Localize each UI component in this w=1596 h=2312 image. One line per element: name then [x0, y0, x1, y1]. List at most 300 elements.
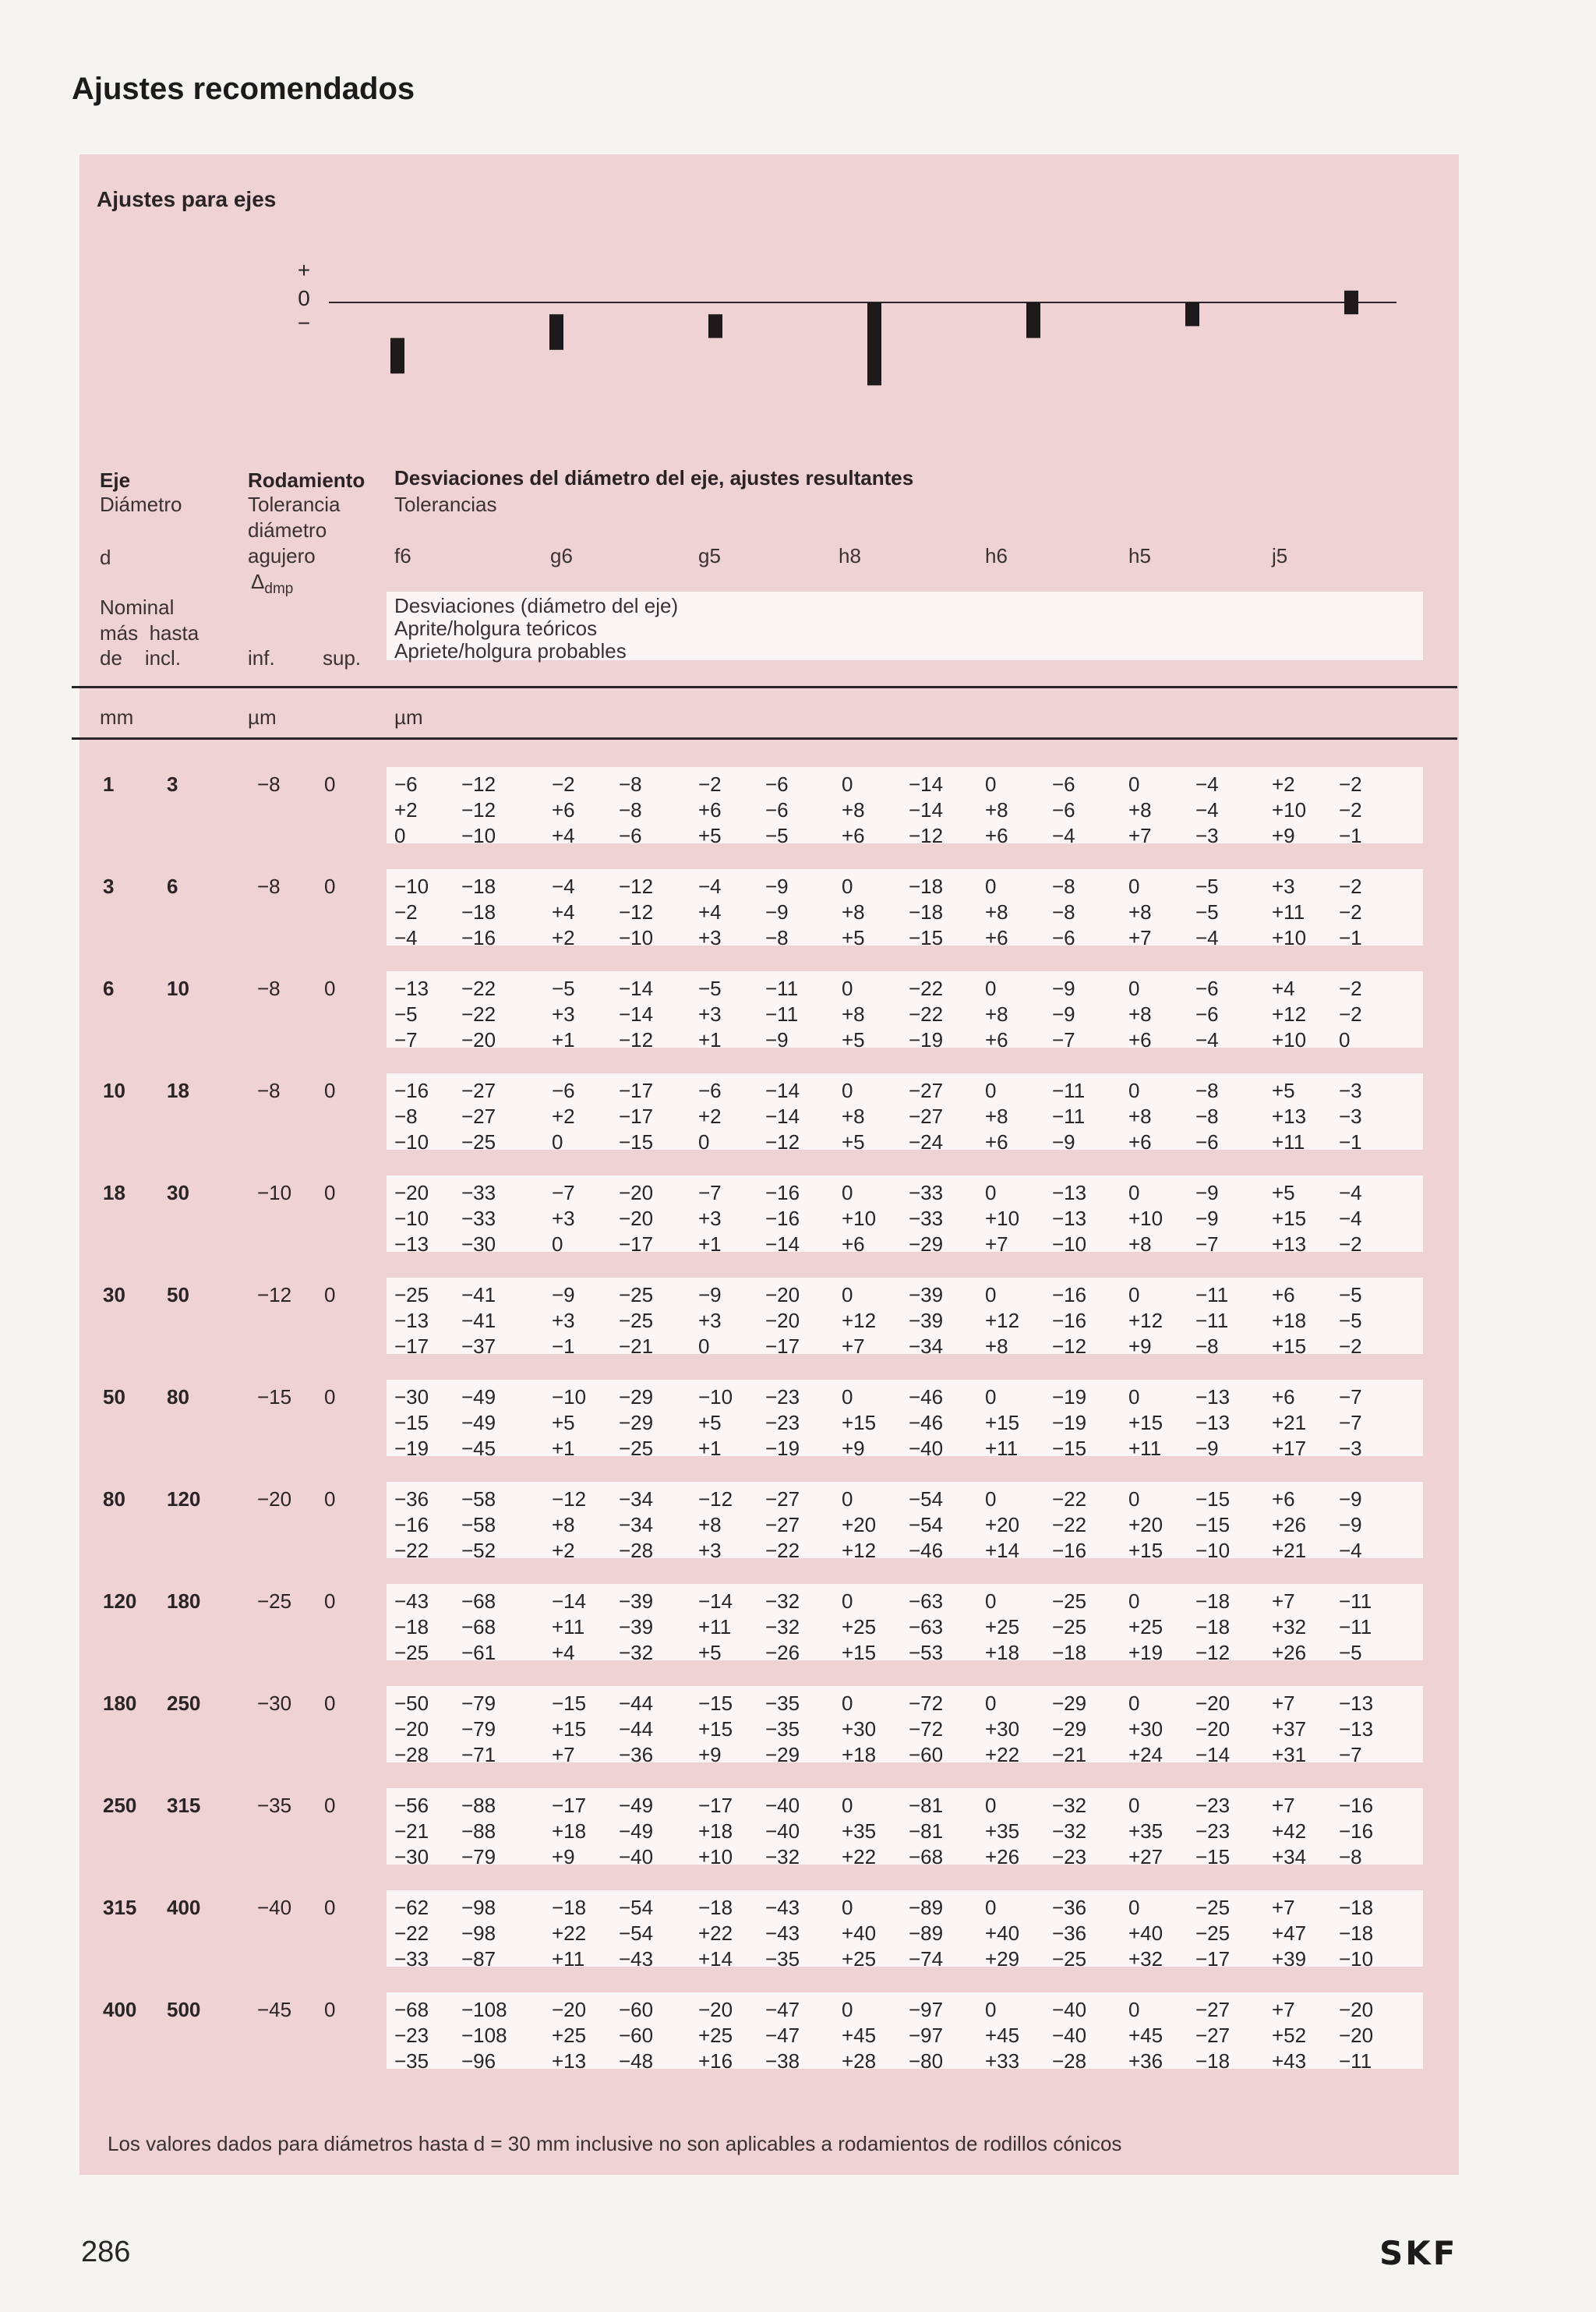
diameter-from: 50 [103, 1385, 125, 1409]
fit-value: −17 [394, 1335, 429, 1358]
fit-value: −30 [394, 1385, 429, 1409]
fit-value: −44 [619, 1717, 654, 1741]
fit-value: −10 [1339, 1947, 1374, 1971]
fit-value: −40 [909, 1437, 944, 1460]
fit-value: −54 [909, 1513, 944, 1536]
fit-value: −10 [619, 926, 654, 949]
fit-value: −13 [1195, 1385, 1231, 1409]
fit-value: −43 [765, 1896, 800, 1919]
fit-value: +4 [552, 900, 575, 924]
fit-value: +13 [1272, 1105, 1307, 1128]
fit-value: −22 [909, 1002, 944, 1026]
diameter-to: 80 [167, 1385, 189, 1409]
fit-value: −36 [1052, 1896, 1087, 1919]
fit-value: −18 [698, 1896, 733, 1919]
fit-value: −29 [619, 1411, 654, 1434]
fit-value: +6 [985, 824, 1008, 847]
fit-value: +8 [552, 1513, 575, 1536]
fit-value: −13 [1052, 1207, 1087, 1230]
fit-value: +31 [1272, 1743, 1307, 1766]
fit-value: −9 [1195, 1437, 1219, 1460]
diameter-to: 400 [167, 1896, 201, 1919]
fit-value: −41 [461, 1309, 496, 1332]
fit-value: −60 [619, 1998, 654, 2021]
fit-value: −11 [1195, 1283, 1229, 1306]
fit-value: −20 [1195, 1692, 1231, 1715]
fit-value: −41 [461, 1283, 496, 1306]
fit-value: +32 [1272, 1615, 1307, 1639]
fit-value: 0 [1128, 875, 1140, 898]
fit-value: −6 [1052, 926, 1075, 949]
fit-value: −15 [909, 926, 944, 949]
diameter-to: 120 [167, 1487, 201, 1511]
fit-value: +25 [842, 1615, 877, 1639]
fit-value: +10 [698, 1845, 733, 1868]
skf-logo: SKF [1379, 2234, 1458, 2272]
fit-value: +8 [985, 798, 1008, 822]
fit-value: 0 [552, 1232, 563, 1256]
fit-value: −29 [1052, 1692, 1087, 1715]
fit-value: +26 [1272, 1641, 1307, 1664]
diameter-from: 120 [103, 1589, 137, 1613]
fit-value: −62 [394, 1896, 429, 1919]
fit-value: +30 [842, 1717, 877, 1741]
fit-value: −9 [765, 900, 789, 924]
fit-value: +15 [985, 1411, 1020, 1434]
fit-value: 0 [842, 772, 853, 796]
fit-value: +5 [698, 1411, 722, 1434]
fit-value: −5 [1195, 900, 1219, 924]
units-um-bearing: µm [248, 705, 277, 729]
fit-value: +7 [1128, 926, 1152, 949]
fit-value: −32 [1052, 1794, 1087, 1817]
fit-value: −21 [1052, 1743, 1087, 1766]
header-agujero: agujero [248, 544, 316, 567]
fit-value: −9 [765, 875, 789, 898]
fit-value: +6 [1272, 1385, 1295, 1409]
fit-value: +9 [698, 1743, 722, 1766]
fit-value: −25 [461, 1130, 496, 1154]
fit-value: −49 [619, 1794, 654, 1817]
fit-value: 0 [1128, 1079, 1140, 1102]
fit-value: +45 [1128, 2024, 1163, 2047]
fit-value: −68 [461, 1615, 496, 1639]
fit-value: −25 [394, 1641, 429, 1664]
fit-value: −72 [909, 1692, 944, 1715]
fit-value: +13 [1272, 1232, 1307, 1256]
fit-value: 0 [1128, 1896, 1140, 1919]
fit-value: −29 [909, 1232, 944, 1256]
fit-value: +22 [698, 1921, 733, 1945]
bore-tolerance-sup: 0 [324, 1794, 336, 1817]
fit-value: −13 [1052, 1181, 1087, 1204]
fit-value: −30 [461, 1232, 496, 1256]
fit-value: +25 [552, 2024, 587, 2047]
fit-value: 0 [985, 1385, 997, 1409]
fit-value: +42 [1272, 1819, 1307, 1843]
bore-tolerance-inf: −40 [257, 1896, 292, 1919]
fit-value: −25 [1052, 1589, 1087, 1613]
fit-value: +15 [1272, 1207, 1307, 1230]
fit-value: +7 [1272, 1589, 1295, 1613]
diameter-from: 18 [103, 1181, 125, 1204]
fit-value: +3 [552, 1309, 575, 1332]
header-sup: sup. [323, 646, 362, 670]
fit-value: −7 [1195, 1232, 1219, 1256]
fit-value: −20 [461, 1028, 496, 1052]
fit-value: −11 [765, 977, 799, 1000]
fit-value: −5 [1339, 1641, 1362, 1664]
fit-value: −25 [1195, 1896, 1231, 1919]
fit-value: 0 [842, 1589, 853, 1613]
fit-value: 0 [985, 1794, 997, 1817]
fit-value: +7 [552, 1743, 575, 1766]
fit-value: +12 [842, 1309, 877, 1332]
fit-value: −1 [1339, 926, 1362, 949]
fit-value: −8 [765, 926, 789, 949]
fit-value: +18 [1272, 1309, 1307, 1332]
fit-value: +17 [1272, 1437, 1307, 1460]
bore-tolerance-inf: −8 [257, 977, 281, 1000]
fit-value: −20 [765, 1309, 800, 1332]
bore-tolerance-sup: 0 [324, 1589, 336, 1613]
fit-value: −12 [552, 1487, 587, 1511]
fit-value: −2 [1339, 798, 1362, 822]
legend-probables: Apriete/holgura probables [394, 639, 627, 663]
diameter-to: 315 [167, 1794, 201, 1817]
fit-value: −6 [698, 1079, 722, 1102]
bore-tolerance-sup: 0 [324, 1181, 336, 1204]
fit-value: +8 [985, 1335, 1008, 1358]
fit-value: −9 [698, 1283, 722, 1306]
fit-value: −79 [461, 1717, 496, 1741]
fit-value: −45 [461, 1437, 496, 1460]
fit-value: −6 [1195, 977, 1219, 1000]
fit-value: −16 [1052, 1539, 1087, 1562]
fit-value: −79 [461, 1692, 496, 1715]
fit-value: −96 [461, 2049, 496, 2073]
fit-value: −7 [1052, 1028, 1075, 1052]
fit-value: +22 [552, 1921, 587, 1945]
fit-value: +11 [985, 1437, 1019, 1460]
fit-value: +37 [1272, 1717, 1307, 1741]
fit-value: −14 [765, 1232, 800, 1256]
fit-value: −10 [394, 1207, 429, 1230]
fit-value: 0 [842, 977, 853, 1000]
fit-value: +7 [985, 1232, 1008, 1256]
fit-value: −4 [1339, 1207, 1362, 1230]
fit-value: −15 [619, 1130, 654, 1154]
fit-value: −29 [765, 1743, 800, 1766]
fit-value: 0 [1128, 772, 1140, 796]
diameter-to: 30 [167, 1181, 189, 1204]
fit-value: +34 [1272, 1845, 1307, 1868]
fit-value: −7 [1339, 1411, 1362, 1434]
fit-value: −12 [1195, 1641, 1231, 1664]
fit-value: −53 [909, 1641, 944, 1664]
fit-value: −40 [765, 1794, 800, 1817]
fit-value: +5 [1272, 1079, 1295, 1102]
fit-value: −71 [461, 1743, 496, 1766]
fit-value: −19 [1052, 1385, 1087, 1409]
header-inf: inf. [248, 646, 275, 670]
fit-value: −10 [1195, 1539, 1231, 1562]
fit-value: −48 [619, 2049, 654, 2073]
fit-value: −18 [1195, 1589, 1231, 1613]
fit-value: −10 [461, 824, 496, 847]
fit-value: −58 [461, 1487, 496, 1511]
diameter-from: 180 [103, 1692, 137, 1715]
fit-value: −11 [1052, 1079, 1086, 1102]
fit-value: −25 [619, 1283, 654, 1306]
tolerance-class-j5: j5 [1272, 544, 1288, 567]
fit-value: +8 [842, 1002, 865, 1026]
fit-value: −87 [461, 1947, 496, 1971]
fit-value: −9 [1052, 1130, 1075, 1154]
row-background [387, 1482, 1423, 1558]
fit-value: −2 [1339, 900, 1362, 924]
fit-value: −2 [1339, 1002, 1362, 1026]
fit-value: +6 [1128, 1028, 1152, 1052]
fit-value: −12 [461, 798, 496, 822]
fit-value: +6 [698, 798, 722, 822]
diameter-to: 3 [167, 772, 178, 796]
delta-symbol: Δ [251, 570, 265, 593]
fit-value: −68 [461, 1589, 496, 1613]
fit-value: −17 [1195, 1947, 1231, 1971]
fit-value: −4 [1195, 772, 1219, 796]
row-background [387, 1175, 1423, 1252]
fit-value: −28 [619, 1539, 654, 1562]
fit-value: −22 [765, 1539, 800, 1562]
fit-value: −46 [909, 1539, 944, 1562]
fit-value: −9 [1052, 977, 1075, 1000]
fit-value: 0 [985, 1998, 997, 2021]
fit-value: −4 [1195, 926, 1219, 949]
fit-value: −46 [909, 1385, 944, 1409]
fit-value: +40 [842, 1921, 877, 1945]
fit-value: +21 [1272, 1411, 1307, 1434]
fit-value: +1 [552, 1028, 575, 1052]
fit-value: −8 [1339, 1845, 1362, 1868]
fit-value: −20 [394, 1717, 429, 1741]
fit-value: −54 [909, 1487, 944, 1511]
fit-value: +8 [842, 1105, 865, 1128]
fit-value: −2 [552, 772, 575, 796]
fit-value: −33 [461, 1207, 496, 1230]
fit-value: +2 [394, 798, 418, 822]
fit-value: 0 [698, 1130, 710, 1154]
fit-value: +16 [698, 2049, 733, 2073]
diameter-from: 30 [103, 1283, 125, 1306]
fit-value: −4 [1052, 824, 1075, 847]
fit-value: −8 [1195, 1079, 1219, 1102]
fit-value: +6 [1272, 1283, 1295, 1306]
bore-tolerance-sup: 0 [324, 772, 336, 796]
fit-value: −74 [909, 1947, 944, 1971]
fit-value: 0 [1128, 1181, 1140, 1204]
fit-value: +45 [842, 2024, 877, 2047]
fit-value: +25 [842, 1947, 877, 1971]
header-diametro: Diámetro [100, 493, 182, 516]
fit-value: +8 [985, 900, 1008, 924]
fit-value: +8 [698, 1513, 722, 1536]
fit-value: +11 [552, 1947, 585, 1971]
fit-value: −27 [461, 1079, 496, 1102]
fit-value: −43 [394, 1589, 429, 1613]
bore-tolerance-inf: −8 [257, 875, 281, 898]
fit-value: −12 [461, 772, 496, 796]
fit-value: −38 [765, 2049, 800, 2073]
fit-value: +3 [1272, 875, 1295, 898]
fit-value: +30 [985, 1717, 1020, 1741]
fit-value: −18 [1339, 1896, 1374, 1919]
page-title: Ajustes recomendados [72, 72, 415, 106]
fit-value: +11 [1128, 1437, 1162, 1460]
fit-value: 0 [1128, 1998, 1140, 2021]
bore-tolerance-sup: 0 [324, 1385, 336, 1409]
fit-value: −39 [619, 1615, 654, 1639]
fit-value: −11 [1052, 1105, 1086, 1128]
fit-value: −2 [1339, 1335, 1362, 1358]
row-background [387, 1890, 1423, 1967]
fit-value: +21 [1272, 1539, 1307, 1562]
fit-value: −16 [1339, 1794, 1374, 1817]
fit-value: +1 [698, 1437, 722, 1460]
fit-value: +7 [1128, 824, 1152, 847]
fit-value: +5 [698, 1641, 722, 1664]
fit-value: −18 [909, 900, 944, 924]
fit-value: −7 [552, 1181, 575, 1204]
fit-value: 0 [985, 772, 997, 796]
fit-value: −4 [552, 875, 575, 898]
fit-value: −81 [909, 1819, 944, 1843]
fit-value: −25 [619, 1437, 654, 1460]
fit-value: −35 [765, 1692, 800, 1715]
fit-value: +2 [698, 1105, 722, 1128]
fit-value: +8 [842, 900, 865, 924]
fit-value: 0 [394, 824, 406, 847]
fit-value: −18 [1339, 1921, 1374, 1945]
fit-value: +30 [1128, 1717, 1163, 1741]
fit-value: +39 [1272, 1947, 1307, 1971]
fit-value: 0 [842, 1487, 853, 1511]
fit-value: −7 [698, 1181, 722, 1204]
fit-value: −17 [619, 1079, 654, 1102]
fit-value: −23 [765, 1411, 800, 1434]
fit-value: −79 [461, 1845, 496, 1868]
fit-value: +2 [1272, 772, 1295, 796]
fit-value: −15 [698, 1692, 733, 1715]
diameter-to: 250 [167, 1692, 201, 1715]
fit-value: +5 [842, 1028, 865, 1052]
fit-value: +25 [985, 1615, 1020, 1639]
fit-value: −1 [552, 1335, 575, 1358]
fit-value: −6 [1052, 772, 1075, 796]
fit-value: −3 [1339, 1079, 1362, 1102]
fit-value: +3 [552, 1002, 575, 1026]
fit-value: −32 [1052, 1819, 1087, 1843]
fit-value: +36 [1128, 2049, 1163, 2073]
header-mas-hasta: más hasta [100, 621, 200, 645]
fit-value: +25 [1128, 1615, 1163, 1639]
fit-value: +20 [842, 1513, 877, 1536]
header-eje: Eje [100, 468, 131, 492]
fit-value: −14 [698, 1589, 733, 1613]
header-de-incl: de incl. [100, 646, 182, 670]
bore-tolerance-sup: 0 [324, 1692, 336, 1715]
fit-value: +22 [985, 1743, 1020, 1766]
fit-value: +12 [1128, 1309, 1163, 1332]
fit-value: +18 [552, 1819, 587, 1843]
fit-value: −13 [1195, 1411, 1231, 1434]
delta-subscript: dmp [264, 581, 294, 598]
fit-value: +20 [985, 1513, 1020, 1536]
fit-value: −23 [1195, 1794, 1231, 1817]
fit-value: −15 [1195, 1513, 1231, 1536]
diameter-from: 6 [103, 977, 115, 1000]
fit-value: +3 [552, 1207, 575, 1230]
fit-value: +47 [1272, 1921, 1307, 1945]
fit-value: −6 [765, 798, 789, 822]
fit-value: −46 [909, 1411, 944, 1434]
page-number: 286 [81, 2236, 131, 2268]
fit-value: −13 [394, 1309, 429, 1332]
fit-value: −3 [1339, 1437, 1362, 1460]
fit-value: +8 [985, 1002, 1008, 1026]
fit-value: 0 [698, 1335, 710, 1358]
fit-value: −7 [394, 1028, 418, 1052]
fit-value: +4 [552, 824, 575, 847]
fit-value: −50 [394, 1692, 429, 1715]
fit-value: +6 [985, 1130, 1008, 1154]
fit-value: +7 [1272, 1692, 1295, 1715]
fit-value: −97 [909, 2024, 944, 2047]
fit-value: −13 [1339, 1692, 1374, 1715]
fit-value: −16 [394, 1079, 429, 1102]
fit-value: −15 [1052, 1437, 1087, 1460]
row-background [387, 767, 1423, 843]
fit-value: −20 [619, 1207, 654, 1230]
fit-value: −25 [619, 1309, 654, 1332]
fit-value: −68 [909, 1845, 944, 1868]
fit-value: +3 [698, 1309, 722, 1332]
bore-tolerance-inf: −8 [257, 772, 281, 796]
fit-value: −1 [1339, 824, 1362, 847]
fit-value: +8 [985, 1105, 1008, 1128]
fit-value: −18 [552, 1896, 587, 1919]
fit-value: −98 [461, 1921, 496, 1945]
fit-value: +10 [842, 1207, 877, 1230]
fit-value: −22 [461, 977, 496, 1000]
fit-value: +10 [1128, 1207, 1163, 1230]
fit-value: −17 [619, 1232, 654, 1256]
fit-value: −28 [394, 1743, 429, 1766]
fit-value: 0 [1128, 1385, 1140, 1409]
fit-value: −22 [394, 1921, 429, 1945]
fit-value: −20 [765, 1283, 800, 1306]
fit-value: −12 [1052, 1335, 1087, 1358]
fit-value: −12 [619, 900, 654, 924]
fit-value: −9 [1195, 1207, 1219, 1230]
fit-value: −36 [394, 1487, 429, 1511]
fit-value: +10 [1272, 926, 1307, 949]
fit-value: 0 [1128, 1283, 1140, 1306]
fit-value: +40 [985, 1921, 1020, 1945]
fit-value: +4 [698, 900, 722, 924]
fit-value: −20 [394, 1181, 429, 1204]
fit-value: −89 [909, 1921, 944, 1945]
